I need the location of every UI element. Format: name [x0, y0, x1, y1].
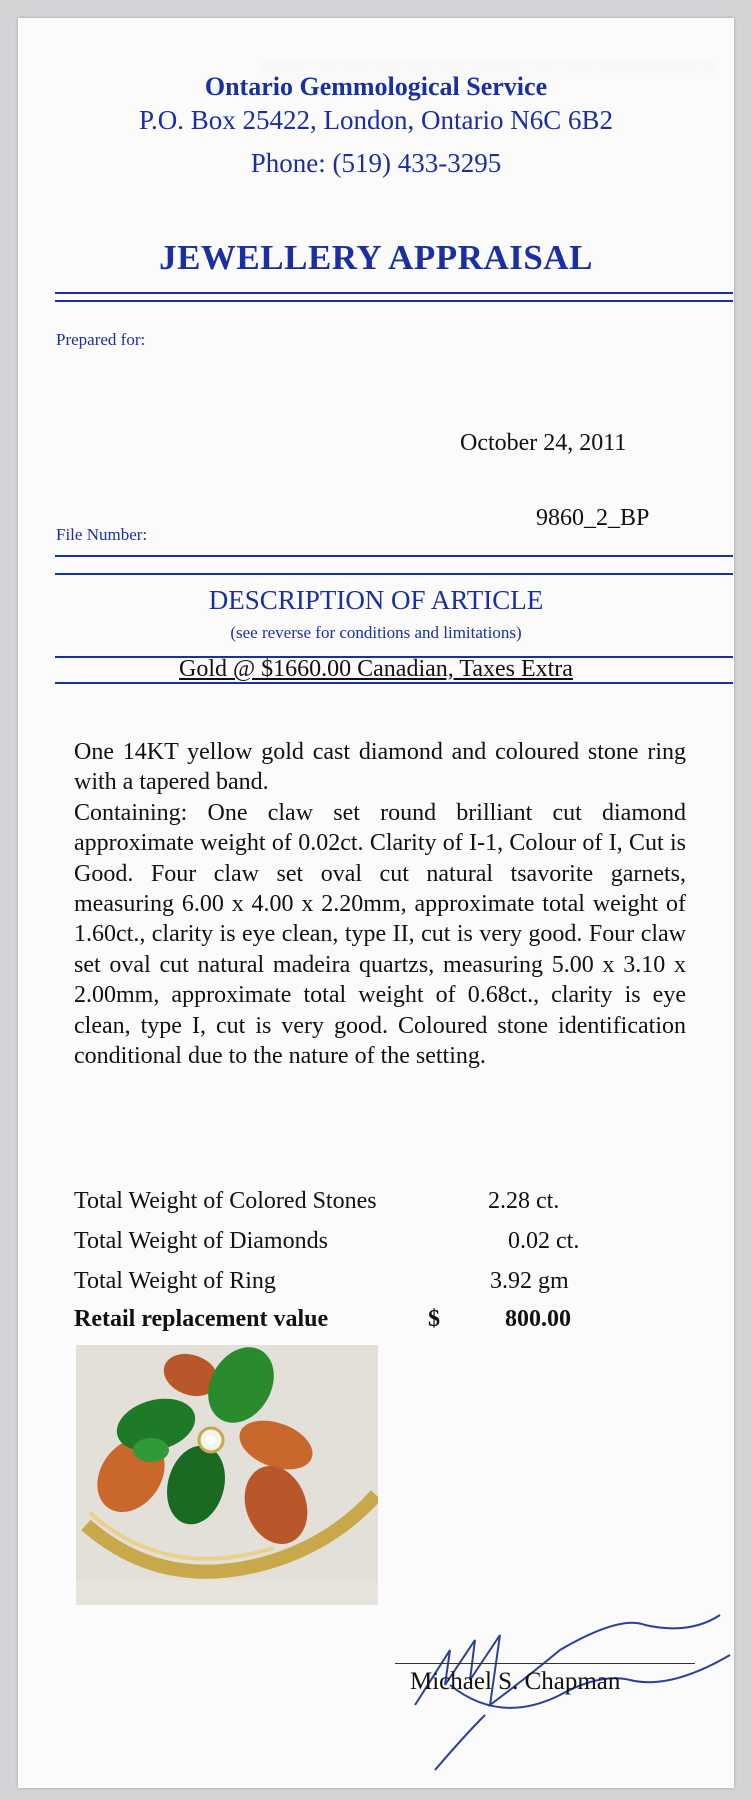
document-title: JEWELLERY APPRAISAL — [159, 238, 593, 277]
title-rule-top — [55, 292, 733, 294]
description-paragraph-2: Containing: One claw set round brilliant cut diamond approximate weight of 0.02ct. Clarity of I-1, Colour of I, Cut is Good. Four claw set oval cut natural tsavorite garnets, measuring 6.00 x 4.00 x 2.20mm, approximate total weight of 1.60ct., clarity is eye clean, type II, cut is very good. Four claw set oval cut natural madeira quartzs, measuring 5.00 x 3.10 x 2.00mm, approximate total weight of 0.68ct., clarity is eye clean, type I, cut is very good. Coloured stone identification conditional due to the nature of the setting. — [74, 799, 686, 1070]
ring-photo — [76, 1345, 378, 1605]
signature-line — [395, 1663, 695, 1664]
file-rule-top — [55, 555, 733, 557]
diamonds-weight-value: 0.02 ct. — [508, 1228, 580, 1254]
appraiser-name: Michael S. Chapman — [410, 1668, 621, 1695]
organization-phone: Phone: (519) 433-3295 — [250, 148, 502, 178]
title-rule-bottom — [55, 300, 733, 302]
colored-stones-weight-value: 2.28 ct. — [488, 1188, 560, 1214]
organization-address: P.O. Box 25422, London, Ontario N6C 6B2 — [138, 105, 614, 135]
prepared-for-label: Prepared for: — [56, 330, 146, 349]
description-heading: DESCRIPTION OF ARTICLE — [208, 585, 544, 615]
gold-price: Gold @ $1660.00 Canadian, Taxes Extra — [179, 656, 573, 682]
organization-name: Ontario Gemmological Service — [204, 72, 548, 101]
description-paragraph-1: One 14KT yellow gold cast diamond and coloured stone ring with a tapered band. — [74, 739, 686, 796]
appraisal-date: October 24, 2011 — [460, 430, 627, 456]
gold-rule-bottom — [55, 682, 733, 684]
currency-symbol: $ — [428, 1306, 440, 1332]
ring-illustration — [76, 1345, 378, 1580]
ring-weight-value: 3.92 gm — [490, 1268, 569, 1294]
file-rule-bottom — [55, 573, 733, 575]
reverse-side-bleed: ░░░░░░░░░░░░░░░░░░░░░░░░░░░░░░░░░░░░░░░░░░░ — [261, 62, 718, 78]
file-number-label: File Number: — [56, 525, 148, 544]
diamonds-weight-label: Total Weight of Diamonds — [74, 1228, 328, 1254]
signature-scribble — [390, 1555, 740, 1775]
ring-weight-label: Total Weight of Ring — [74, 1268, 276, 1294]
article-description — [74, 737, 686, 1071]
retail-value-label: Retail replacement value — [74, 1306, 329, 1332]
colored-stones-weight-label: Total Weight of Colored Stones — [74, 1188, 377, 1214]
retail-value-amount: 800.00 — [505, 1306, 571, 1332]
description-note: (see reverse for conditions and limitations) — [230, 623, 522, 642]
file-number-value: 9860_2_BP — [536, 505, 650, 531]
